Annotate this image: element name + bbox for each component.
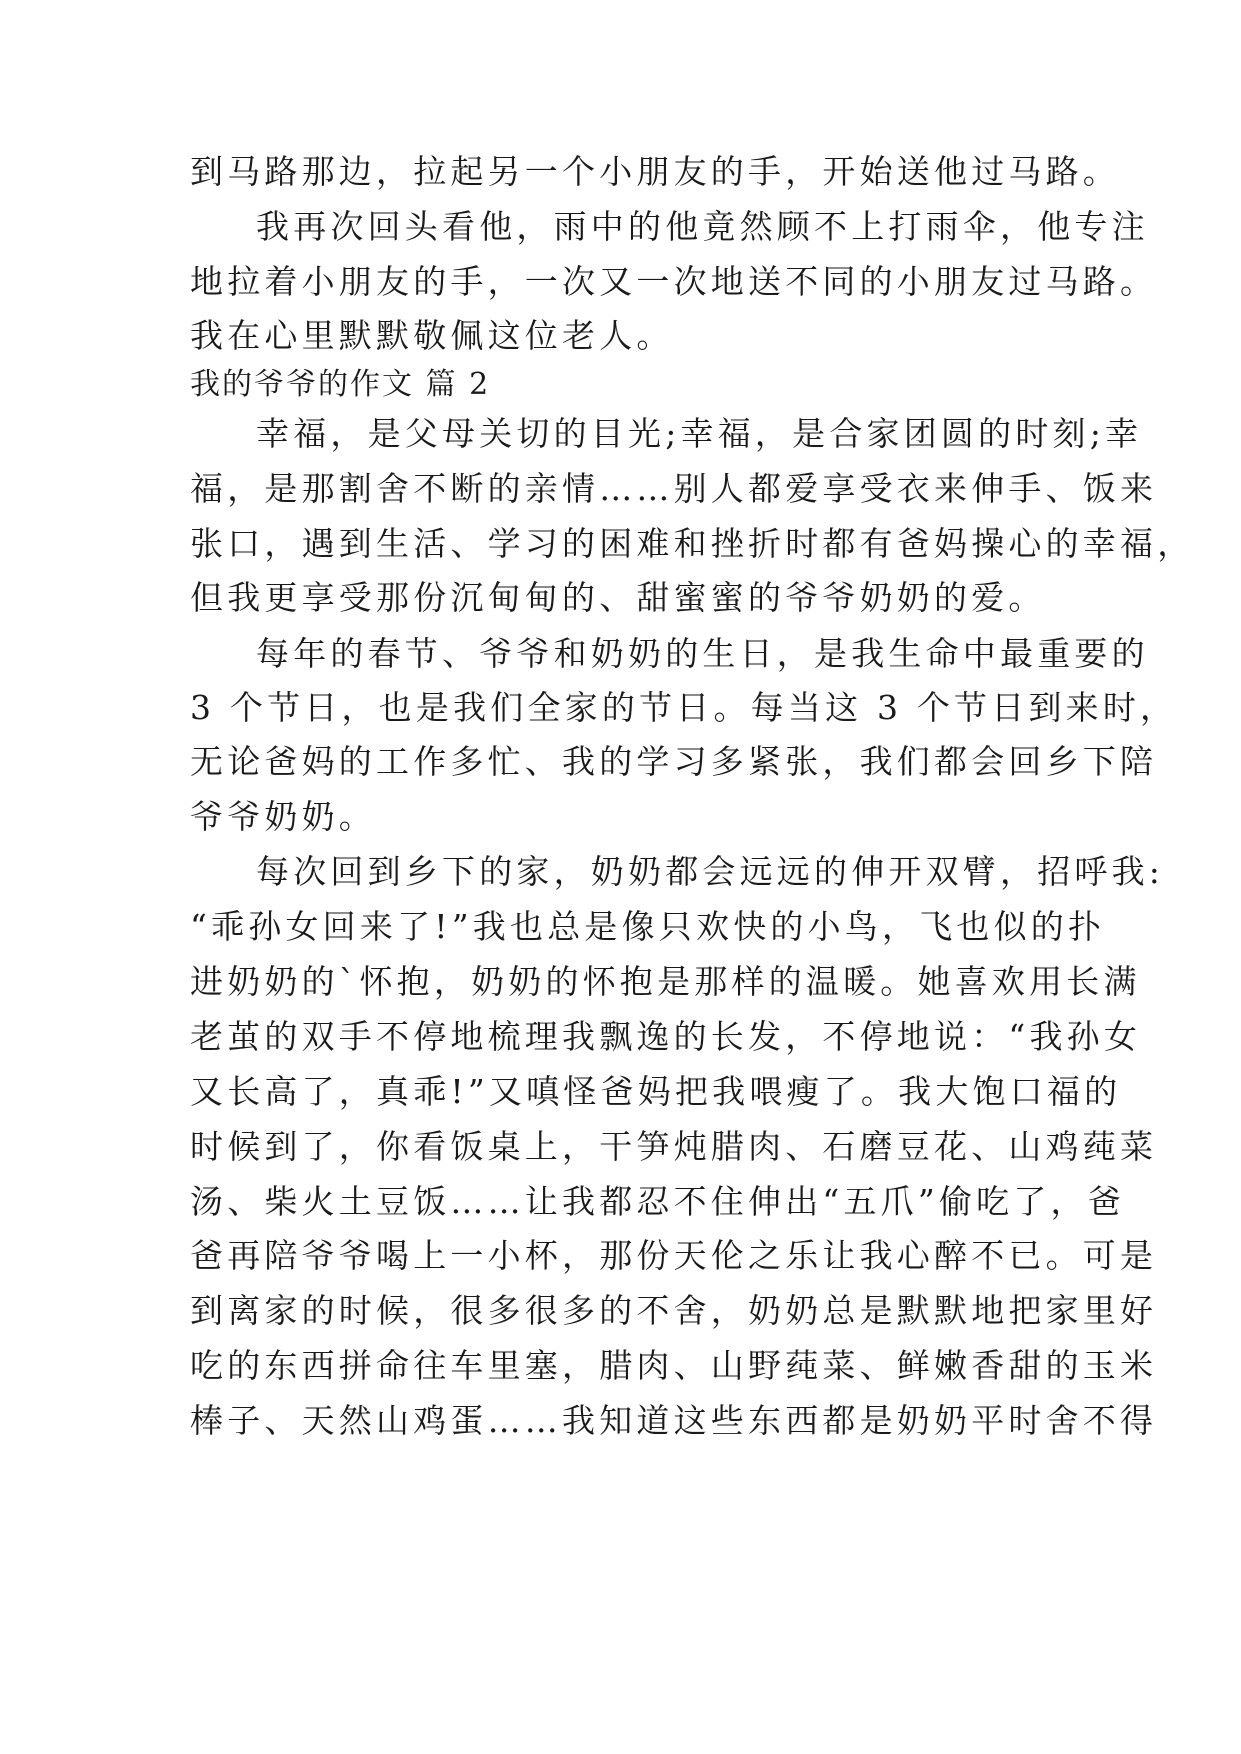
paragraph-line: 汤、柴火土豆饭……让我都忍不住伸出“五爪”偷吃了，爸 [190, 1182, 1125, 1221]
paragraph-line: 进奶奶的`怀抱，奶奶的怀抱是那样的温暖。她喜欢用长满 [190, 962, 1141, 1001]
paragraph-line: 无论爸妈的工作多忙、我的学习多紧张，我们都会回乡下陪 [190, 742, 1158, 781]
paragraph-line: 又长高了，真乖!”又嗔怪爸妈把我喂瘦了。我大饱口福的 [190, 1072, 1122, 1111]
paragraph-line: 张口，遇到生活、学习的困难和挫折时都有爸妈操心的幸福， [190, 524, 1195, 563]
paragraph-line: 每次回到乡下的家，奶奶都会远远的伸开双臂，招呼我: [256, 852, 1165, 891]
paragraph-line: 吃的东西拼命往车里塞，腊肉、山野莼菜、鲜嫩香甜的玉米 [190, 1346, 1158, 1385]
paragraph-line: 到马路那边，拉起另一个小朋友的手，开始送他过马路。 [190, 152, 1120, 191]
paragraph-line: 3 个节日，也是我们全家的节日。每当这 3 个节日到来时， [190, 688, 1178, 727]
paragraph-line: 棒子、天然山鸡蛋……我知道这些东西都是奶奶平时舍不得 [190, 1401, 1158, 1440]
paragraph-line: 我再次回头看他，雨中的他竟然顾不上打雨伞，他专注 [256, 207, 1149, 246]
paragraph-line: 幸福，是父母关切的目光;幸福，是合家团圆的时刻;幸 [256, 414, 1143, 453]
paragraph-line: 爷爷奶奶。 [190, 797, 376, 836]
paragraph-line: 地拉着小朋友的手，一次又一次地送不同的小朋友过马路。 [190, 262, 1158, 301]
paragraph-line: 爸再陪爷爷喝上一小杯，那份天伦之乐让我心醉不已。可是 [190, 1236, 1158, 1275]
paragraph-line: 到离家的时候，很多很多的不舍，奶奶总是默默地把家里好 [190, 1291, 1158, 1330]
section-heading: 我的爷爷的作文 篇 2 [190, 367, 491, 402]
paragraph-line: 但我更享受那份沉甸甸的、甜蜜蜜的爷爷奶奶的爱。 [190, 578, 1046, 617]
paragraph-line: 福，是那割舍不断的亲情……别人都爱享受衣来伸手、饭来 [190, 469, 1158, 508]
paragraph-line: 时候到了，你看饭桌上，干笋炖腊肉、石磨豆花、山鸡莼菜 [190, 1127, 1158, 1166]
paragraph-line: 每年的春节、爷爷和奶奶的生日，是我生命中最重要的 [256, 634, 1149, 673]
paragraph-line: 老茧的双手不停地梳理我飘逸的长发，不停地说：“我孙女 [190, 1017, 1142, 1056]
paragraph-line: “乖孙女回来了!”我也总是像只欢快的小鸟，飞也似的扑 [190, 907, 1106, 946]
paragraph-line: 我在心里默默敬佩这位老人。 [190, 316, 674, 355]
